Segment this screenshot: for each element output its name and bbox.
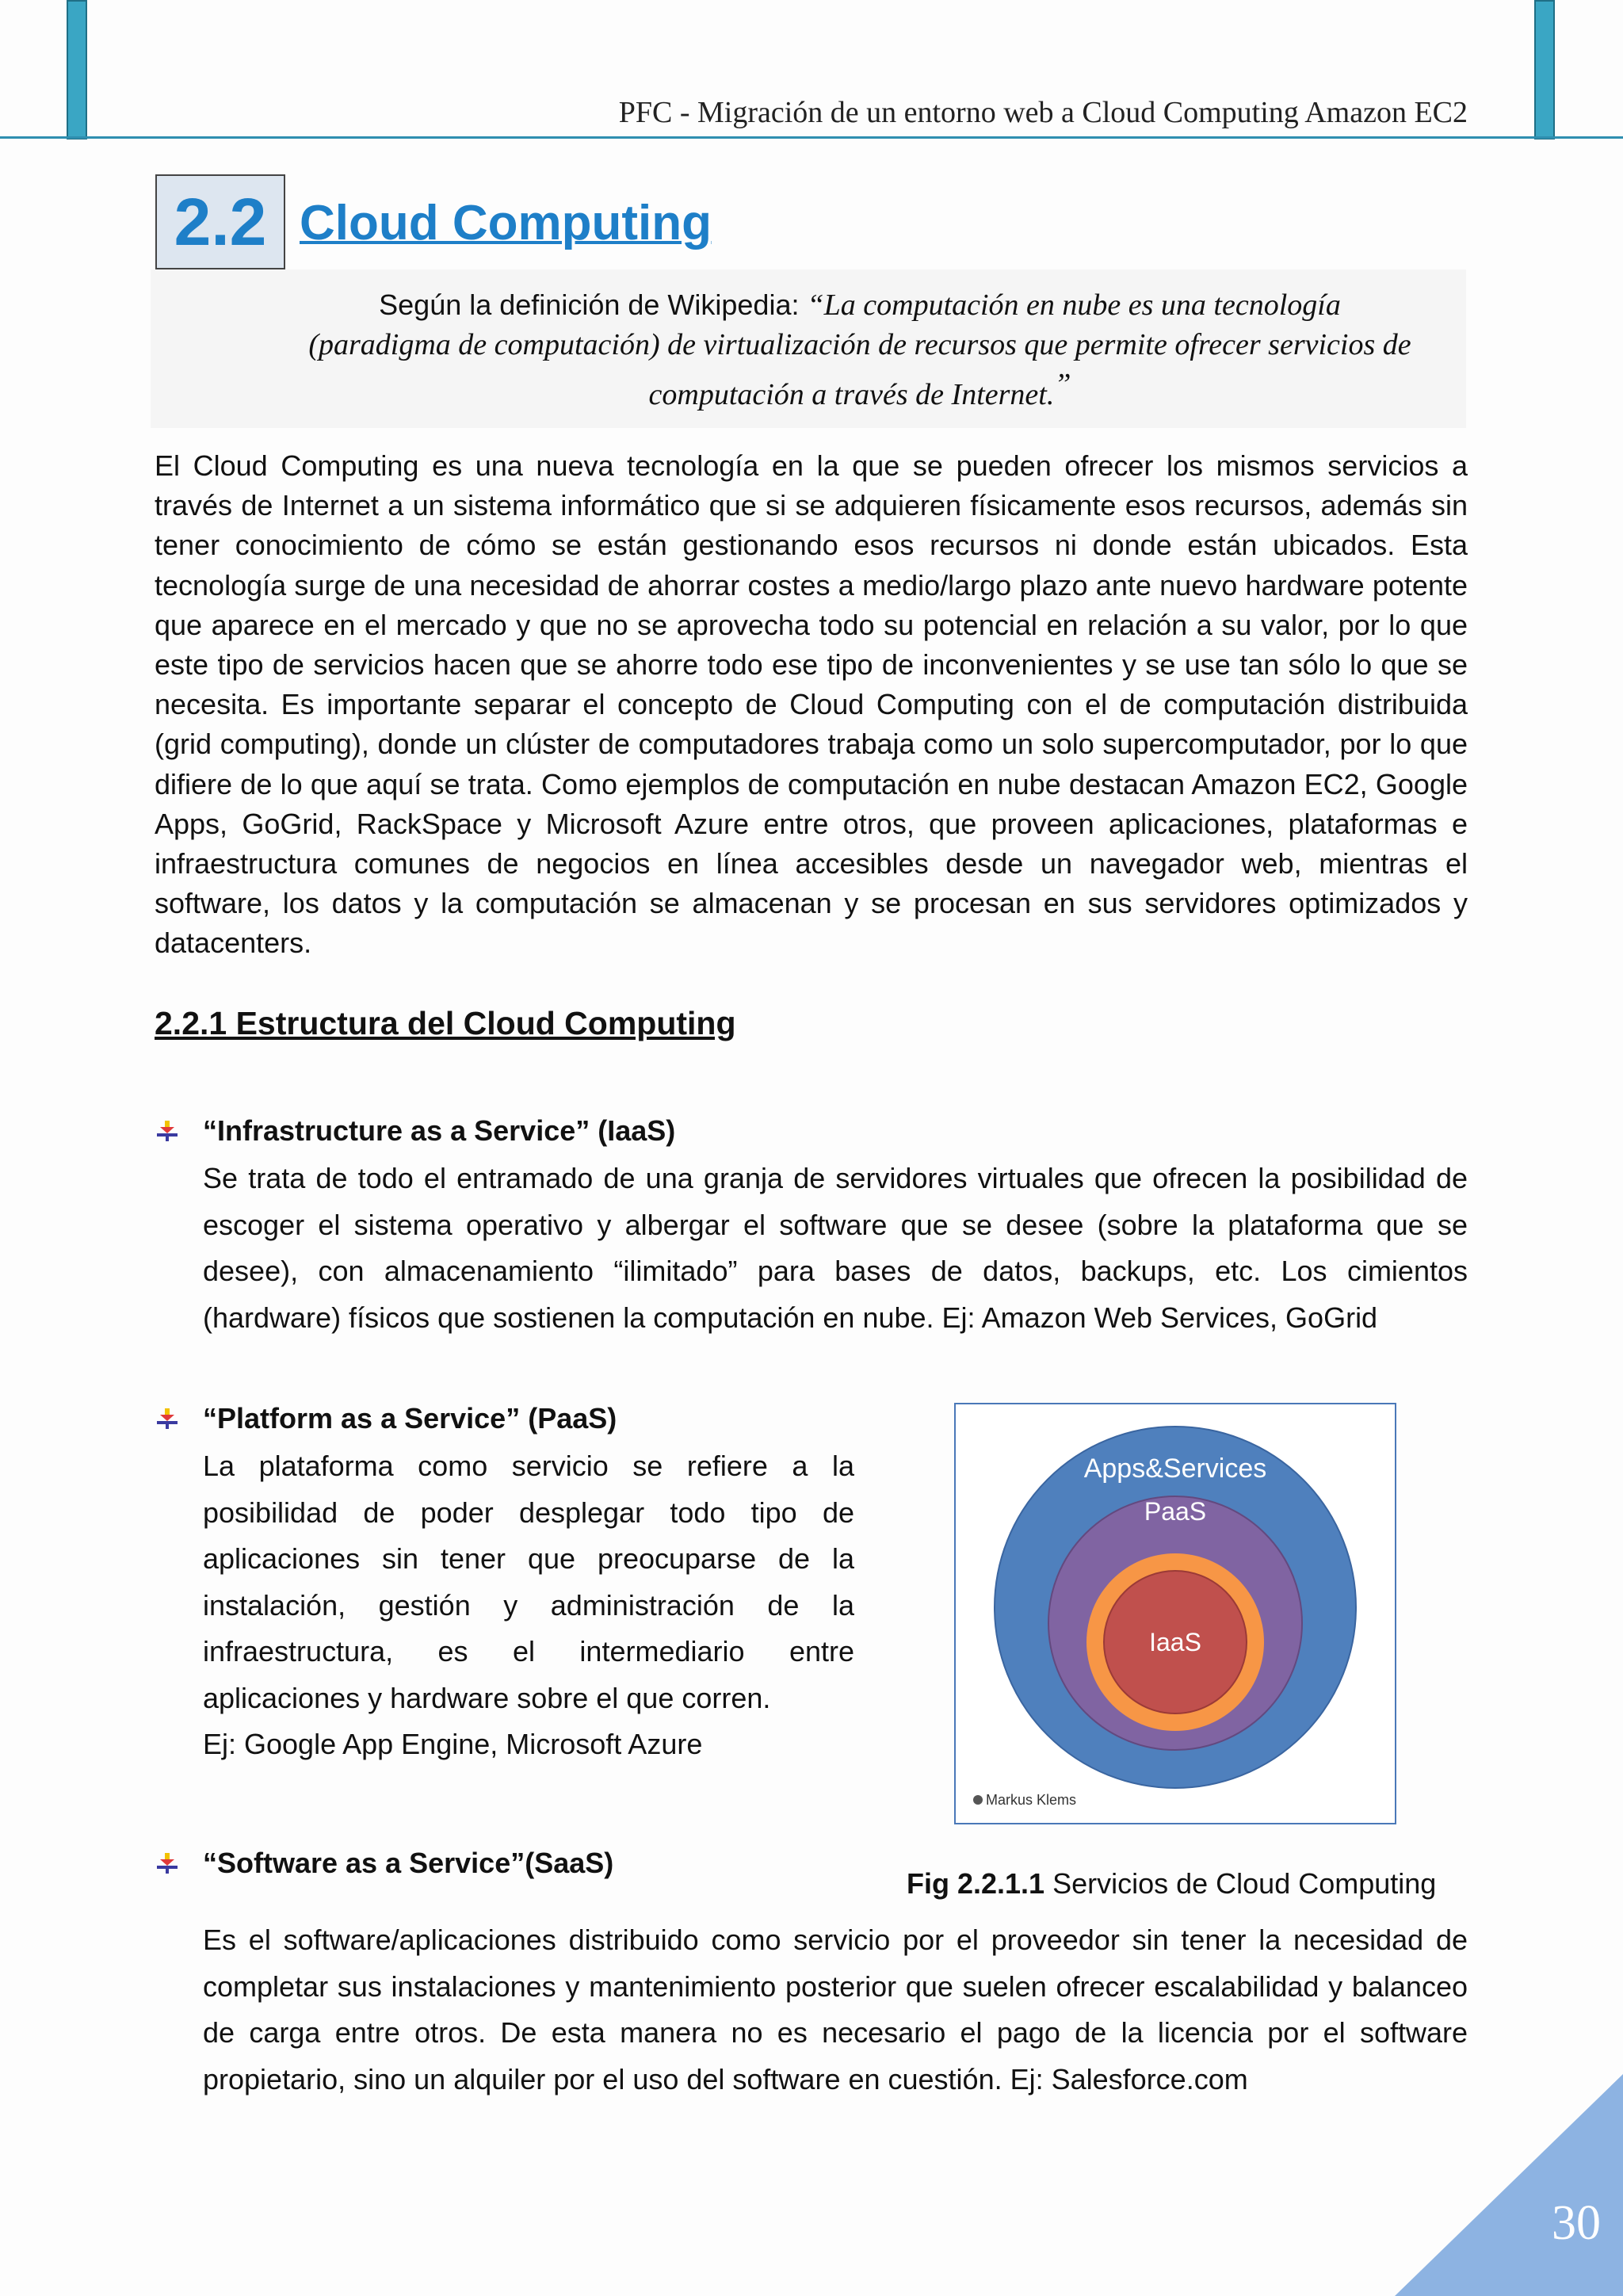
bullet-text-saas: Es el software/aplicaciones distribuido como servicio por el proveedor sin tener la necesidad de completar sus instalaciones y mantenimiento posterior que suelen ofrecer escalabilidad y balanceo de carga entre otros. De esta manera no es necesario el pago de la licencia por el software propietario, sino un alquiler por el uso del software en cuestión. Ej: Salesforce.com bbox=[203, 1924, 1468, 2095]
quote-lead: Según la definición de Wikipedia: bbox=[379, 288, 808, 321]
cloud-services-figure bbox=[954, 1403, 1396, 1824]
quote-line-2: (paradigma de computación) de virtualización de recursos que permite ofrecer servicios de bbox=[308, 328, 1411, 361]
figure-caption-text: Servicios de Cloud Computing bbox=[1044, 1867, 1437, 1900]
bullet-arrow-icon bbox=[155, 1851, 179, 1875]
bullet-title-paas: “Platform as a Service” (PaaS) bbox=[203, 1402, 617, 1435]
quote-open-mark: “ bbox=[807, 288, 824, 322]
bullet-text-iaas: Se trata de todo el entramado de una granja de servidores virtuales que ofrecen la posibilidad de escoger el sistema operativo y albergar el software que se desee (sobre la plataforma que se desee), con almacenamiento “ilimitado” para bases de datos, backups, etc. Los cimientos (hardware) físicos que sostienen la computación en nube. Ej: Amazon Web Services, GoGrid bbox=[203, 1162, 1468, 1334]
intro-paragraph: El Cloud Computing es una nueva tecnología en la que se pueden ofrecer los mismos servicios a través de Internet a un sistema informático que si se adquieren físicamente esos recursos, además sin tener conocimiento de cómo se están gestionando esos recursos ni donde están ubicados. Esta tecnología surge de una necesidad de ahorrar costes a medio/largo plazo ante nuevo hardware potente que aparece en el mercado y que no se aprovecha todo su potencial en relación a su valor, por lo que este tipo de servicios hacen que se ahorre todo ese tipo de inconvenientes y se use tan sólo lo que se necesita. Es importante separar el concepto de Cloud Computing con el de computación distribuida (grid computing), donde un clúster de computadores trabaja como un solo supercomputador, por lo que difiere de lo que aquí se trata. Como ejemplos de computación en nube destacan Amazon EC2, Google Apps, GoGrid, RackSpace y Microsoft Azure entre otros, que proveen aplicaciones, plataformas e infraestructura comunes de negocios en línea accesibles desde un navegador web, mientras el software, los datos y la computación se almacenan y se procesan en sus servidores optimizados y datacenters. bbox=[155, 449, 1468, 960]
header-rule bbox=[0, 136, 1623, 139]
cloud-layers-diagram bbox=[956, 1404, 1395, 1823]
bullet-example-paas: Ej: Google App Engine, Microsoft Azure bbox=[203, 1728, 703, 1760]
subsection-title: 2.2.1 Estructura del Cloud Computing bbox=[155, 1005, 736, 1041]
figure-caption bbox=[907, 1867, 1436, 1901]
wikipedia-quote bbox=[254, 285, 1466, 415]
bullet-text-paas: La plataforma como servicio se refiere a la posibilidad de poder desplegar todo tipo de aplicaciones sin tener que preocuparse de la instalación, gestión y administración de la infraestructura, es el intermediario entre aplicaciones y hardware sobre el que corren. bbox=[203, 1450, 854, 1714]
section-title: Cloud Computing bbox=[300, 196, 712, 250]
bullet-title-iaas: “Infrastructure as a Service” (IaaS) bbox=[203, 1114, 676, 1147]
figure-caption-label: Fig 2.2.1.1 bbox=[907, 1867, 1045, 1900]
label-apps-services: Apps&Services bbox=[1083, 1454, 1267, 1484]
label-iaas: IaaS bbox=[1149, 1628, 1201, 1656]
quote-close-mark: ” bbox=[1054, 368, 1071, 401]
bullet-title-saas: “Software as a Service”(SaaS) bbox=[203, 1847, 614, 1879]
bullet-arrow-icon bbox=[155, 1407, 179, 1431]
quote-line-1: La computación en nube es una tecnología bbox=[823, 288, 1341, 322]
section-number: 2.2 bbox=[155, 174, 285, 269]
page-number: 30 bbox=[1552, 2196, 1601, 2250]
label-paas: PaaS bbox=[1144, 1497, 1207, 1526]
header-right-bar bbox=[1534, 0, 1555, 139]
figure-credit: Markus Klems bbox=[986, 1792, 1077, 1808]
copyright-icon bbox=[973, 1795, 983, 1805]
bullet-arrow-icon bbox=[155, 1119, 179, 1143]
running-header-title: PFC - Migración de un entorno web a Cloud Computing Amazon EC2 bbox=[618, 96, 1468, 129]
quote-line-3: computación a través de Internet. bbox=[648, 378, 1055, 411]
page-corner-triangle bbox=[1395, 2074, 1623, 2296]
